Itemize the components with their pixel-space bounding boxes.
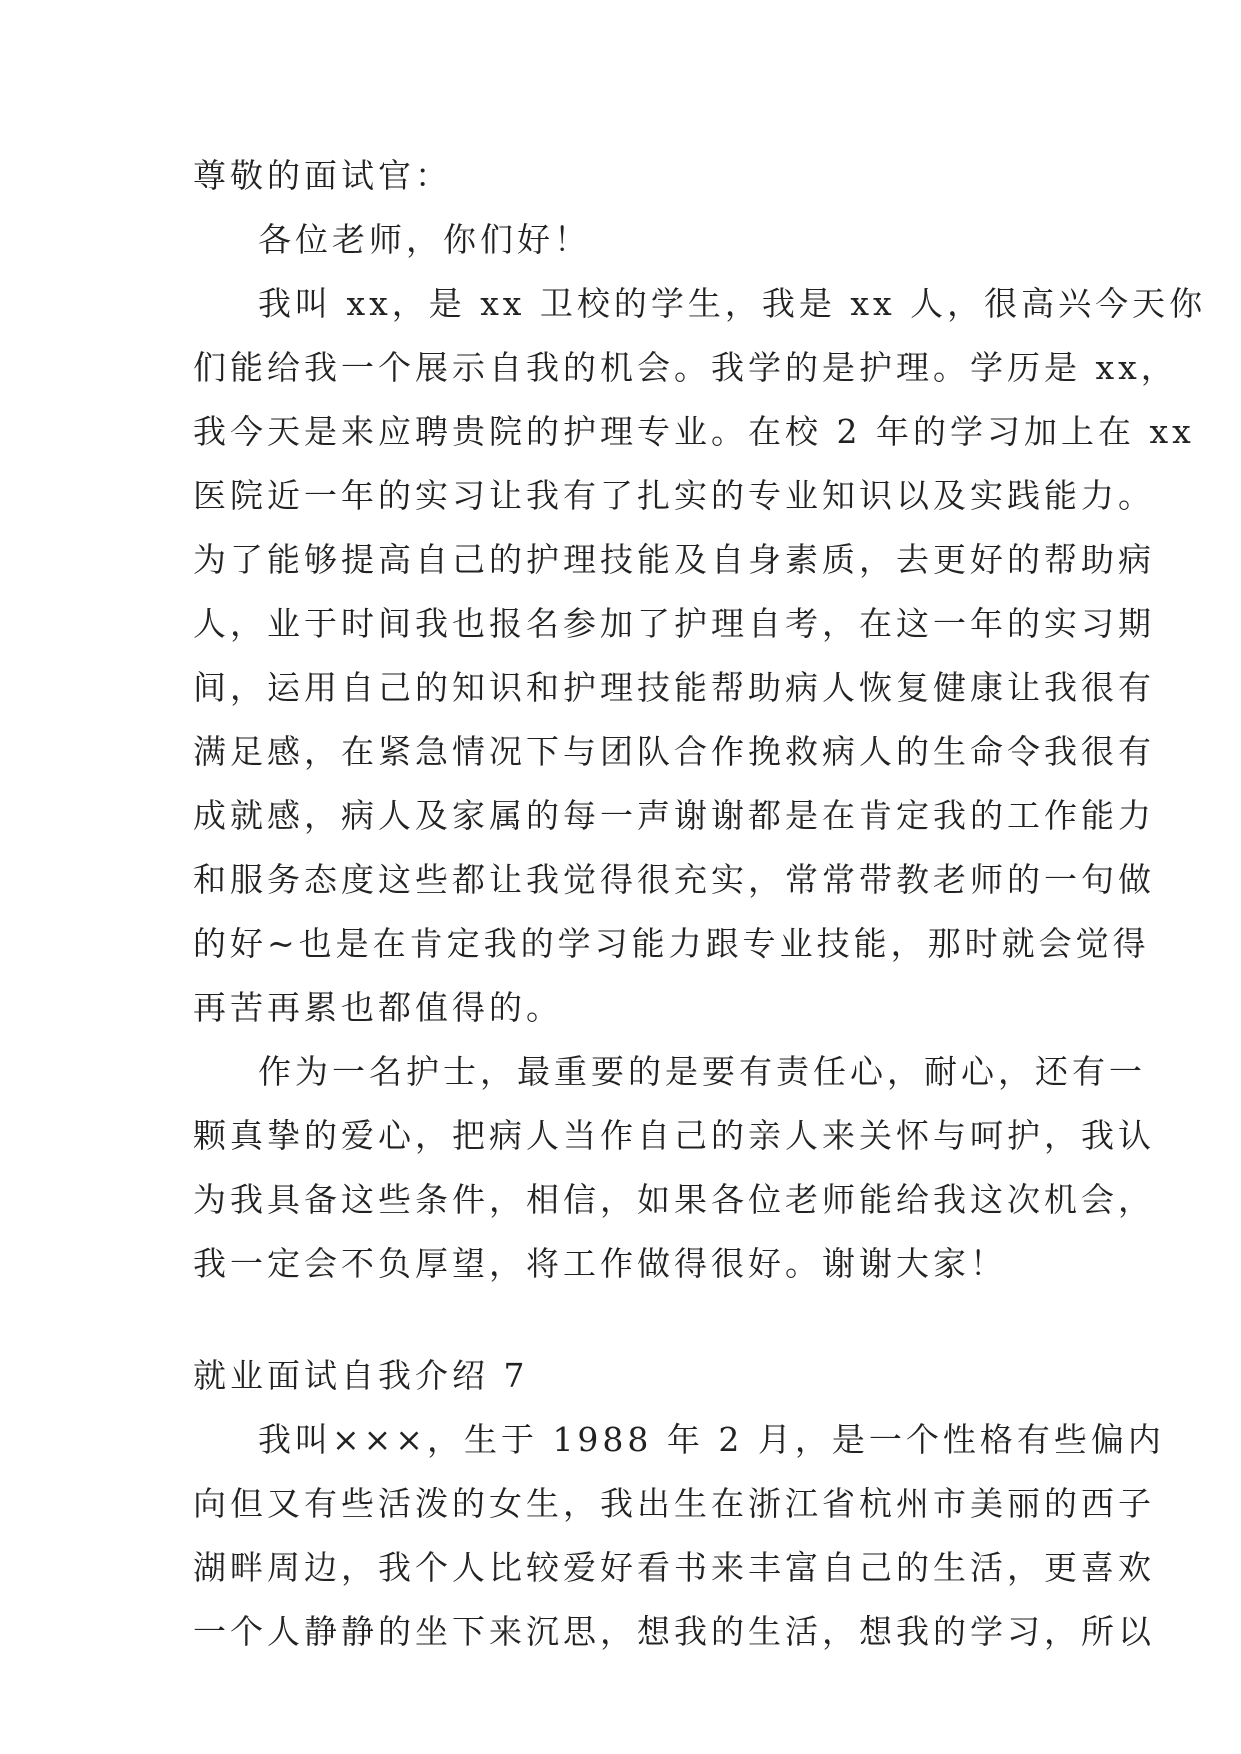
body-line: 满足感，在紧急情况下与团队合作挽救病人的生命令我很有: [193, 732, 1155, 771]
body-line: 再苦再累也都值得的。: [193, 988, 563, 1027]
body-line: 的好~也是在肯定我的学习能力跟专业技能，那时就会觉得: [193, 924, 1150, 963]
body-line: 间，运用自己的知识和护理技能帮助病人恢复健康让我很有: [193, 668, 1155, 707]
body-line: 医院近一年的实习让我有了扎实的专业知识以及实践能力。: [193, 476, 1155, 515]
body-line: 作为一名护士，最重要的是要有责任心，耐心，还有一: [258, 1052, 1146, 1091]
body-line: 我叫 xx，是 xx 卫校的学生，我是 xx 人，很高兴今天你: [258, 284, 1207, 323]
body-line: 一个人静静的坐下来沉思，想我的生活，想我的学习，所以: [193, 1612, 1155, 1651]
body-line: 湖畔周边，我个人比较爱好看书来丰富自己的生活，更喜欢: [193, 1548, 1155, 1587]
greeting-line: 各位老师，你们好！: [258, 220, 591, 259]
body-line: 们能给我一个展示自我的机会。我学的是护理。学历是 xx，: [193, 348, 1178, 387]
body-line: 为了能够提高自己的护理技能及自身素质，去更好的帮助病: [193, 540, 1155, 579]
salutation: 尊敬的面试官：: [193, 156, 452, 195]
body-line: 人，业于时间我也报名参加了护理自考，在这一年的实习期: [193, 604, 1155, 643]
section-heading: 就业面试自我介绍 7: [193, 1356, 529, 1395]
body-line: 为我具备这些条件，相信，如果各位老师能给我这次机会，: [193, 1180, 1155, 1219]
body-line: 我叫×××，生于 1988 年 2 月，是一个性格有些偏内: [258, 1420, 1165, 1459]
body-line: 成就感，病人及家属的每一声谢谢都是在肯定我的工作能力: [193, 796, 1155, 835]
body-line: 我今天是来应聘贵院的护理专业。在校 2 年的学习加上在 xx: [193, 412, 1195, 451]
body-line: 我一定会不负厚望，将工作做得很好。谢谢大家！: [193, 1244, 1007, 1283]
body-line: 和服务态度这些都让我觉得很充实，常常带教老师的一句做: [193, 860, 1155, 899]
body-line: 向但又有些活泼的女生，我出生在浙江省杭州市美丽的西子: [193, 1484, 1155, 1523]
body-line: 颗真挚的爱心，把病人当作自己的亲人来关怀与呵护，我认: [193, 1116, 1155, 1155]
